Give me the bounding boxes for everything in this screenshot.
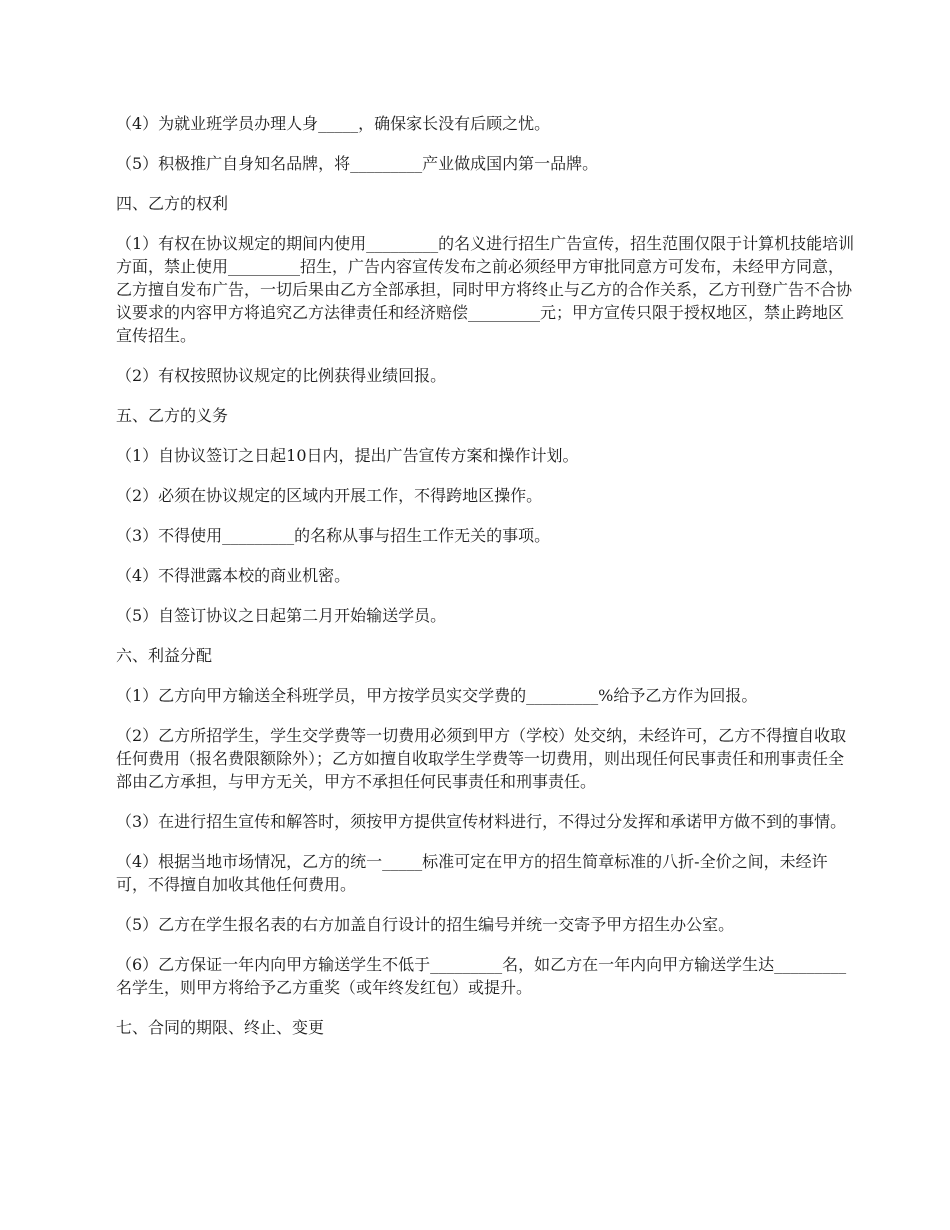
section-heading-4: 四、乙方的权利 [116, 194, 229, 213]
clause-6-6: （6）乙方保证一年内向甲方输送学生不低于_________名，如乙方在一年内向甲方输送学生达_________名学生，则甲方将给予乙方重奖（或年终发红包）或提升。 [116, 955, 847, 997]
clause-6-3: （3）在进行招生宣传和解答时，须按甲方提供宣传材料进行，不得过分发挥和承诺甲方做不到的事情。 [116, 812, 847, 831]
clause-6-4: （4）根据当地市场情况，乙方的统一_____标准可定在甲方的招生简章标准的八折-全价之间，未经许可，不得擅自加收其他任何费用。 [116, 852, 828, 894]
clause-4-1: （1）有权在协议规定的期间内使用_________的名义进行招生广告宣传，招生范围仅限于计算机技能培训方面，禁止使用_________招生，广告内容宣传发布之前必须经甲方审批同意方可发布，未经甲方同意，乙方擅自发布广告，一切后果由乙方全部承担，同时甲方将终止与乙方的合作关系，乙方刊登广告不合协议要求的内容甲方将追究乙方法律责任和经济赔偿_________元；甲方宣传只限于授权地区，禁止跨地区宣传招生。 [116, 234, 855, 345]
clause-3-5: （5）积极推广自身知名品牌，将_________产业做成国内第一品牌。 [116, 154, 599, 173]
clause-5-5: （5）自签订协议之日起第二月开始输送学员。 [116, 606, 447, 625]
clause-3-4: （4）为就业班学员办理人身_____，确保家长没有后顾之忧。 [116, 114, 551, 133]
clause-6-2: （2）乙方所招学生，学生交学费等一切费用必须到甲方（学校）处交纳，未经许可，乙方不得擅自收取任何费用（报名费限额除外）；乙方如擅自收取学生学费等一切费用，则出现任何民事责任和刑事责任全部由乙方承担，与甲方无关，甲方不承担任何民事责任和刑事责任。 [116, 726, 847, 791]
clause-4-2: （2）有权按照协议规定的比例获得业绩回报。 [116, 366, 447, 385]
section-heading-6: 六、利益分配 [116, 646, 213, 665]
section-heading-7: 七、合同的期限、终止、变更 [116, 1018, 325, 1037]
clause-5-3: （3）不得使用_________的名称从事与招生工作无关的事项。 [116, 526, 551, 545]
section-heading-5: 五、乙方的义务 [116, 406, 229, 425]
document-body [116, 112, 856, 1039]
clause-5-1: （1）自协议签订之日起10日内，提出广告宣传方案和操作计划。 [116, 446, 579, 465]
clause-6-1: （1）乙方向甲方输送全科班学员，甲方按学员实交学费的_________%给予乙方作为回报。 [116, 686, 758, 705]
clause-5-4: （4）不得泄露本校的商业机密。 [116, 566, 351, 585]
clause-5-2: （2）必须在协议规定的区域内开展工作，不得跨地区操作。 [116, 486, 543, 505]
clause-6-5: （5）乙方在学生报名表的右方加盖自行设计的招生编号并统一交寄予甲方招生办公室。 [116, 915, 735, 934]
